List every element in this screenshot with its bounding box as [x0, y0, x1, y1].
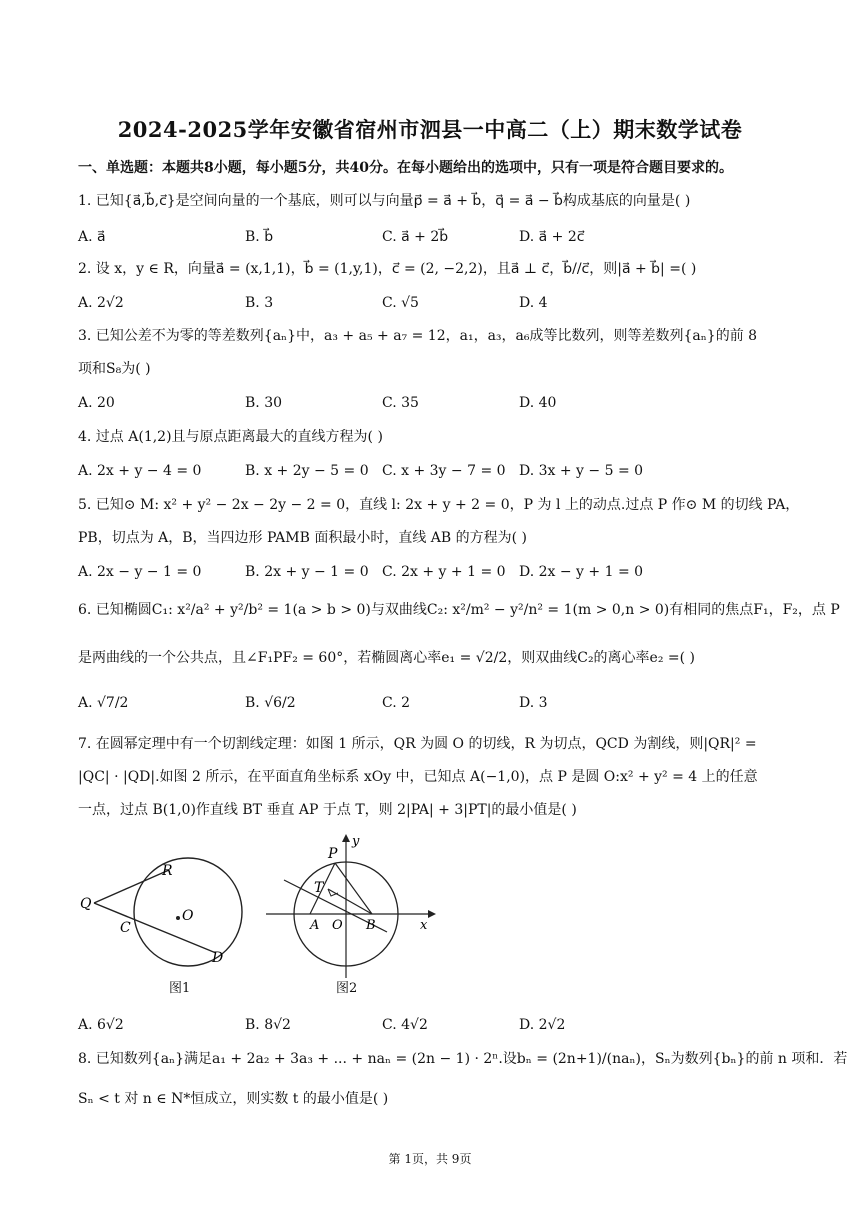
fig2-label-y: y [352, 834, 360, 849]
q2-option-d: D. 4 [519, 295, 548, 311]
fig2-label-o: O [332, 918, 343, 933]
q2-option-c: C. √5 [382, 295, 419, 311]
fig2-label-p: P [328, 846, 338, 862]
q7-option-b: B. 8√2 [245, 1017, 291, 1033]
question-2-text: 2. 设 x，y ∈ R，向量a⃗ = (x,1,1)，b⃗ = (1,y,1)，c⃗ = (2, −2,2)，且a⃗ ⊥ c⃗，b⃗//c⃗，则|a⃗ + b⃗| =( ) [78, 261, 697, 277]
question-4-text: 4. 过点 A(1,2)且与原点距离最大的直线方程为( ) [78, 429, 383, 445]
q7-option-a: A. 6√2 [78, 1017, 124, 1033]
q3-option-c: C. 35 [382, 395, 419, 411]
fig1-label-q: Q [80, 896, 92, 912]
q4-option-d: D. 3x + y − 5 = 0 [519, 463, 644, 479]
fig2-label-t: T [314, 880, 324, 896]
q5-option-a: A. 2x − y − 1 = 0 [78, 564, 202, 580]
question-5-text-line1: 5. 已知⊙ M: x² + y² − 2x − 2y − 2 = 0，直线 l: 2x + y + 2 = 0，P 为 l 上的动点.过点 P 作⊙ M 的切线 PA， [78, 497, 800, 513]
q7-option-d: D. 2√2 [519, 1017, 566, 1033]
fig2-label-x: x [420, 918, 428, 933]
figure-2-circle-coordinates [262, 832, 438, 980]
q3-option-d: D. 40 [519, 395, 557, 411]
figure-1-caption: 图1 [169, 981, 191, 996]
fig1-label-r: R [162, 863, 173, 879]
q6-option-d: D. 3 [519, 695, 548, 711]
fig1-label-o: O [182, 908, 194, 924]
page-footer: 第 1页，共 9页 [388, 1152, 472, 1166]
q7-option-c: C. 4√2 [382, 1017, 428, 1033]
q3-option-a: A. 20 [78, 395, 115, 411]
question-8-text-line2: Sₙ < t 对 n ∈ N*恒成立，则实数 t 的最小值是( ) [78, 1091, 389, 1107]
fig1-label-d: D [212, 950, 224, 966]
q4-option-c: C. x + 3y − 7 = 0 [382, 463, 506, 479]
q3-option-b: B. 30 [245, 395, 283, 411]
fig2-label-b: B [366, 918, 376, 933]
q6-option-c: C. 2 [382, 695, 411, 711]
q6-option-a: A. √7/2 [78, 695, 129, 711]
q5-option-c: C. 2x + y + 1 = 0 [382, 564, 506, 580]
q2-option-a: A. 2√2 [78, 295, 124, 311]
question-7-text-line3: 一点，过点 B(1,0)作直线 BT 垂直 AP 于点 T，则 2|PA| + 3|PT|的最小值是( ) [78, 802, 577, 818]
fig2-label-a: A [310, 918, 320, 933]
q2-option-b: B. 3 [245, 295, 274, 311]
question-1-text: 1. 已知{a⃗,b⃗,c⃗}是空间向量的一个基底，则可以与向量p⃗ = a⃗ + b⃗，q⃗ = a⃗ − b⃗构成基底的向量是( ) [78, 193, 691, 209]
figure-1-tangent-secant [74, 840, 250, 995]
q1-option-a: A. a⃗ [78, 229, 106, 245]
q1-option-c: C. a⃗ + 2b⃗ [382, 229, 449, 245]
q1-option-d: D. a⃗ + 2c⃗ [519, 229, 585, 245]
question-3-text-line2: 项和S₈为( ) [78, 361, 151, 377]
question-3-text-line1: 3. 已知公差不为零的等差数列{aₙ}中，a₃ + a₅ + a₇ = 12，a₁，a₃，a₆成等比数列，则等差数列{aₙ}的前 8 [78, 328, 758, 344]
question-5-text-line2: PB，切点为 A，B，当四边形 PAMB 面积最小时，直线 AB 的方程为( ) [78, 530, 527, 546]
question-8-text-line1: 8. 已知数列{aₙ}满足a₁ + 2a₂ + 3a₃ + ... + naₙ = (2n − 1) · 2ⁿ.设bₙ = (2n+1)/(naₙ)，Sₙ为数列{bₙ}的前 n 项和．若 [78, 1051, 848, 1067]
section-header: 一、单选题：本题共8小题，每小题5分，共40分。在每小题给出的选项中，只有一项是符合题目要求的。 [78, 160, 733, 176]
q4-option-b: B. x + 2y − 5 = 0 [245, 463, 369, 479]
q4-option-a: A. 2x + y − 4 = 0 [78, 463, 202, 479]
question-7-text-line1: 7. 在圆幂定理中有一个切割线定理：如图 1 所示，QR 为圆 O 的切线，R 为切点，QCD 为割线，则|QR|² = [78, 736, 757, 752]
question-7-text-line2: |QC| · |QD|.如图 2 所示，在平面直角坐标系 xOy 中，已知点 A(−1,0)，点 P 是圆 O:x² + y² = 4 上的任意 [78, 769, 758, 785]
fig1-label-c: C [120, 920, 131, 936]
q5-option-d: D. 2x − y + 1 = 0 [519, 564, 644, 580]
q5-option-b: B. 2x + y − 1 = 0 [245, 564, 369, 580]
figure-2-caption: 图2 [336, 981, 358, 996]
exam-title: 2024-2025学年安徽省宿州市泗县一中高二（上）期末数学试卷 [117, 117, 743, 142]
q6-option-b: B. √6/2 [245, 695, 296, 711]
question-6-text-line2: 是两曲线的一个公共点，且∠F₁PF₂ = 60°，若椭圆离心率e₁ = √2/2，则双曲线C₂的离心率e₂ =( ) [78, 650, 696, 666]
question-6-text-line1: 6. 已知椭圆C₁: x²/a² + y²/b² = 1(a > b > 0)与双曲线C₂: x²/m² − y²/n² = 1(m > 0,n > 0)有相同的焦点F₁，F₂，点 P [78, 602, 840, 618]
q1-option-b: B. b⃗ [245, 229, 274, 245]
